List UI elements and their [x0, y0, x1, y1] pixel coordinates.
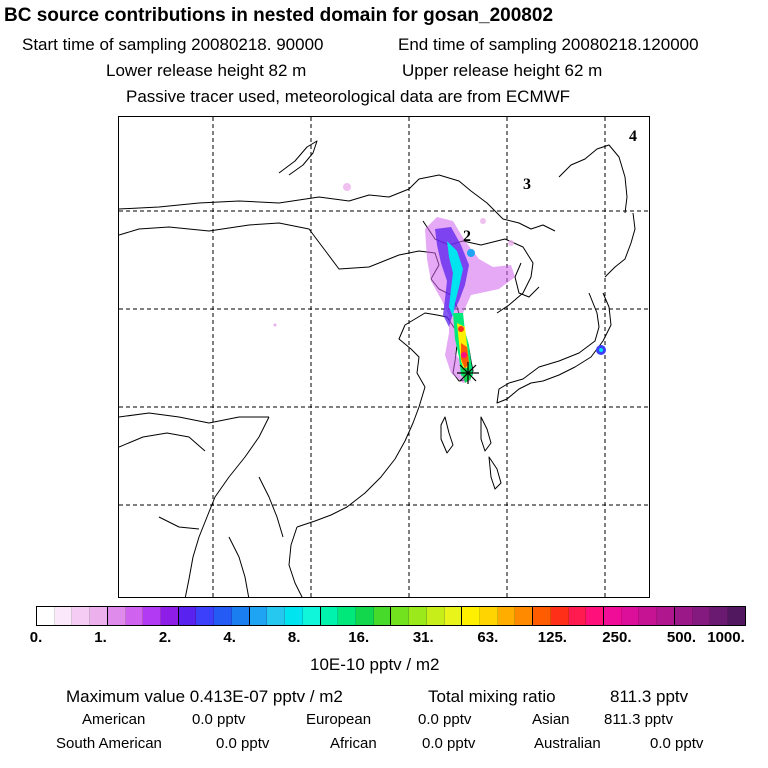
- colorbar-swatch: [303, 607, 321, 625]
- colorbar-swatch: [639, 607, 657, 625]
- colorbar-swatch: [374, 607, 392, 625]
- colorbar-swatch: [267, 607, 285, 625]
- coastlines: [119, 141, 635, 598]
- colorbar-swatch: [675, 607, 693, 625]
- region-australian-value: 0.0 pptv: [650, 735, 704, 752]
- colorbar-tick-label: 2.: [158, 629, 172, 646]
- colorbar-tick-label: 8.: [287, 629, 301, 646]
- total-mixing-ratio-value: 811.3 pptv: [610, 687, 689, 706]
- region-american-value: 0.0 pptv: [192, 711, 246, 728]
- grid-lines: [119, 117, 650, 598]
- colorbar-swatch: [515, 607, 533, 625]
- colorbar-swatch: [37, 607, 55, 625]
- domain-label-4: 4: [629, 128, 637, 145]
- colorbar-swatch: [409, 607, 427, 625]
- colorbar-swatch: [693, 607, 711, 625]
- colorbar-tick-label: 31.: [412, 629, 434, 646]
- colorbar-swatch: [657, 607, 675, 625]
- colorbar-swatch: [179, 607, 197, 625]
- colorbar-swatch: [462, 607, 480, 625]
- colorbar-swatch: [586, 607, 604, 625]
- total-mixing-ratio-label: Total mixing ratio: [428, 687, 556, 706]
- colorbar-tick-label: 1.: [94, 629, 107, 646]
- colorbar-swatch: [143, 607, 161, 625]
- colorbar-swatch: [622, 607, 640, 625]
- colorbar-swatch: [232, 607, 250, 625]
- colorbar-swatch: [604, 607, 622, 625]
- map-frame: [118, 116, 650, 598]
- colorbar-unit: 10E-10 pptv / m2: [310, 655, 440, 674]
- end-time-label: End time of sampling 20080218.120000: [398, 35, 699, 54]
- colorbar-tick-label: 16.: [348, 629, 370, 646]
- colorbar-tick-label: 1000.: [707, 629, 745, 646]
- colorbar-swatch: [161, 607, 179, 625]
- colorbar-swatch: [569, 607, 587, 625]
- domain-label-2: 2: [463, 228, 471, 245]
- colorbar-tick-label: 4.: [223, 629, 236, 646]
- region-african-label: African: [330, 735, 377, 752]
- domain-label-3: 3: [523, 176, 531, 193]
- colorbar-swatch: [551, 607, 569, 625]
- colorbar-swatch: [533, 607, 551, 625]
- start-time-label: Start time of sampling 20080218. 90000: [22, 35, 324, 54]
- region-south-american-value: 0.0 pptv: [216, 735, 270, 752]
- region-american-label: American: [82, 711, 146, 728]
- upper-release-label: Upper release height 62 m: [402, 61, 603, 80]
- colorbar-swatch: [498, 607, 516, 625]
- colorbar-swatch: [214, 607, 232, 625]
- colorbar-swatch: [108, 607, 126, 625]
- colorbar-swatch: [72, 607, 90, 625]
- colorbar-tick-label: 125.: [537, 629, 567, 646]
- region-australian-label: Australian: [534, 735, 601, 752]
- colorbar-tick-label: 63.: [477, 629, 499, 646]
- colorbar-swatch: [126, 607, 144, 625]
- colorbar-tick-label: 250.: [602, 629, 632, 646]
- colorbar-swatch: [285, 607, 303, 625]
- colorbar-swatch: [196, 607, 214, 625]
- colorbar-tick-label: 0.: [29, 629, 43, 646]
- colorbar-swatch: [728, 607, 745, 625]
- colorbar-swatch: [321, 607, 339, 625]
- region-european-label: European: [306, 711, 372, 728]
- colorbar-swatch: [90, 607, 108, 625]
- region-african-value: 0.0 pptv: [422, 735, 476, 752]
- region-asian-label: Asian: [532, 711, 570, 728]
- plume: [274, 183, 607, 383]
- colorbar-tick-label: 500.: [666, 629, 697, 646]
- region-european-value: 0.0 pptv: [418, 711, 472, 728]
- colorbar-swatch: [55, 607, 73, 625]
- map-title: BC source contributions in nested domain for gosan_200802: [4, 5, 554, 26]
- lower-release-label: Lower release height 82 m: [106, 61, 307, 80]
- tracer-note: Passive tracer used, meteorological data are from ECMWF: [126, 87, 571, 106]
- region-south-american-label: South American: [56, 735, 162, 752]
- region-asian-value: 811.3 pptv: [604, 711, 673, 728]
- colorbar-swatch: [427, 607, 445, 625]
- colorbar-swatch: [445, 607, 463, 625]
- colorbar-swatch: [480, 607, 498, 625]
- colorbar-swatch: [710, 607, 728, 625]
- max-value-label: Maximum value 0.413E-07 pptv / m2: [66, 687, 343, 706]
- colorbar-swatch: [356, 607, 374, 625]
- colorbar-swatch: [391, 607, 409, 625]
- map-canvas: [119, 117, 650, 598]
- receptor-marker: [457, 362, 479, 384]
- colorbar-swatch: [250, 607, 268, 625]
- colorbar: [36, 606, 746, 626]
- colorbar-swatch: [338, 607, 356, 625]
